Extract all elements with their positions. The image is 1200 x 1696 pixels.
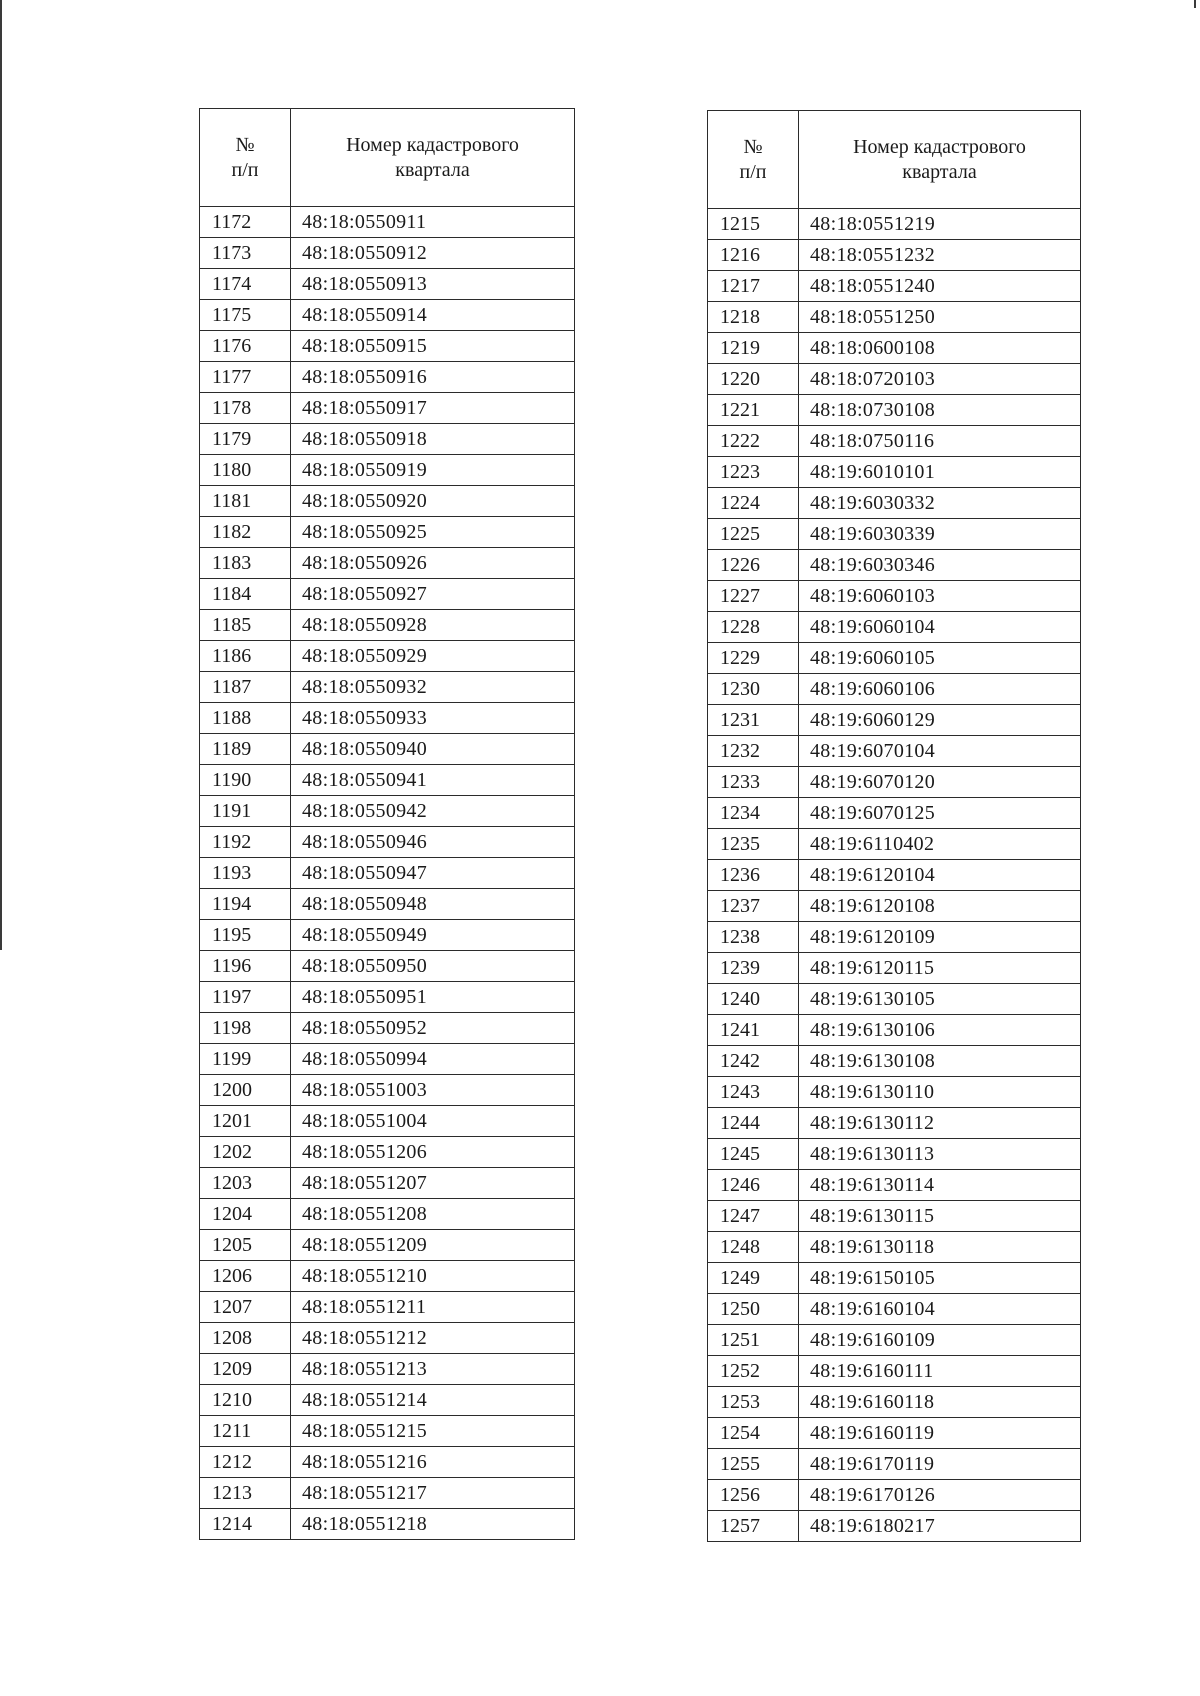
- row-number: 1224: [708, 488, 799, 519]
- row-number: 1192: [200, 827, 291, 858]
- cadastral-quarter-number: 48:18:0551003: [291, 1075, 575, 1106]
- cadastral-quarter-number: 48:18:0550941: [291, 765, 575, 796]
- cadastral-quarter-number: 48:18:0551213: [291, 1354, 575, 1385]
- table-row: [200, 1199, 575, 1230]
- row-number: 1173: [200, 238, 291, 269]
- table-row: [200, 331, 575, 362]
- header-cadastral-line2: квартала: [902, 160, 977, 183]
- row-number: 1176: [200, 331, 291, 362]
- table-body-right: [708, 209, 1081, 1542]
- row-number: 1249: [708, 1263, 799, 1294]
- cadastral-quarter-number: 48:18:0550914: [291, 300, 575, 331]
- row-number: 1183: [200, 548, 291, 579]
- cadastral-quarter-number: 48:18:0551240: [799, 271, 1081, 302]
- cadastral-quarter-number: 48:19:6060104: [799, 612, 1081, 643]
- row-number: 1230: [708, 674, 799, 705]
- scan-mark: [1194, 0, 1196, 8]
- row-number: 1229: [708, 643, 799, 674]
- cadastral-quarter-number: 48:19:6130106: [799, 1015, 1081, 1046]
- table-row: [708, 333, 1081, 364]
- row-number: 1219: [708, 333, 799, 364]
- cadastral-quarter-number: 48:19:6030339: [799, 519, 1081, 550]
- cadastral-quarter-number: 48:19:6110402: [799, 829, 1081, 860]
- row-number: 1199: [200, 1044, 291, 1075]
- table-row: [708, 860, 1081, 891]
- row-number: 1194: [200, 889, 291, 920]
- cadastral-quarter-number: 48:18:0550928: [291, 610, 575, 641]
- row-number: 1236: [708, 860, 799, 891]
- table-row: [200, 1168, 575, 1199]
- table-row: [708, 643, 1081, 674]
- cadastral-quarter-number: 48:19:6060129: [799, 705, 1081, 736]
- row-number: 1184: [200, 579, 291, 610]
- row-number: 1208: [200, 1323, 291, 1354]
- cadastral-quarter-number: 48:18:0550917: [291, 393, 575, 424]
- cadastral-quarter-number: 48:18:0550913: [291, 269, 575, 300]
- table-row: [200, 1137, 575, 1168]
- table-header-row: [200, 109, 575, 207]
- table-row: [708, 953, 1081, 984]
- table-row: [708, 829, 1081, 860]
- cadastral-quarter-number: 48:19:6160109: [799, 1325, 1081, 1356]
- header-cadastral-number: [291, 109, 575, 207]
- cadastral-quarter-number: 48:18:0551004: [291, 1106, 575, 1137]
- cadastral-quarter-number: 48:18:0550920: [291, 486, 575, 517]
- cadastral-quarter-number: 48:19:6130114: [799, 1170, 1081, 1201]
- row-number: 1197: [200, 982, 291, 1013]
- row-number: 1205: [200, 1230, 291, 1261]
- row-number: 1252: [708, 1356, 799, 1387]
- cadastral-quarter-number: 48:18:0551216: [291, 1447, 575, 1478]
- cadastral-quarter-number: 48:19:6070104: [799, 736, 1081, 767]
- cadastral-quarter-number: 48:18:0551210: [291, 1261, 575, 1292]
- cadastral-quarter-number: 48:19:6130112: [799, 1108, 1081, 1139]
- row-number: 1187: [200, 672, 291, 703]
- cadastral-quarter-number: 48:19:6130115: [799, 1201, 1081, 1232]
- table-row: [200, 207, 575, 238]
- cadastral-quarter-number: 48:18:0550942: [291, 796, 575, 827]
- row-number: 1221: [708, 395, 799, 426]
- cadastral-quarter-number: 48:18:0730108: [799, 395, 1081, 426]
- header-number: [708, 111, 799, 209]
- table-row: [708, 1170, 1081, 1201]
- table-row: [200, 951, 575, 982]
- table-row: [200, 734, 575, 765]
- row-number: 1238: [708, 922, 799, 953]
- table-row: [708, 395, 1081, 426]
- row-number: 1235: [708, 829, 799, 860]
- table-body-left: [200, 207, 575, 1540]
- table-row: [200, 517, 575, 548]
- table-row: [200, 982, 575, 1013]
- table-row: [200, 1354, 575, 1385]
- table-row: [708, 736, 1081, 767]
- cadastral-quarter-number: 48:18:0750116: [799, 426, 1081, 457]
- cadastral-quarter-number: 48:18:0550926: [291, 548, 575, 579]
- row-number: 1231: [708, 705, 799, 736]
- row-number: 1213: [200, 1478, 291, 1509]
- cadastral-table-right: [707, 110, 1081, 1542]
- row-number: 1223: [708, 457, 799, 488]
- cadastral-quarter-number: 48:18:0550948: [291, 889, 575, 920]
- table-row: [708, 364, 1081, 395]
- cadastral-quarter-number: 48:18:0550915: [291, 331, 575, 362]
- table-row: [708, 302, 1081, 333]
- table-row: [708, 457, 1081, 488]
- row-number: 1241: [708, 1015, 799, 1046]
- cadastral-quarter-number: 48:18:0551211: [291, 1292, 575, 1323]
- cadastral-quarter-number: 48:18:0551209: [291, 1230, 575, 1261]
- table-row: [200, 548, 575, 579]
- table-row: [708, 1263, 1081, 1294]
- table-row: [200, 424, 575, 455]
- row-number: 1239: [708, 953, 799, 984]
- row-number: 1181: [200, 486, 291, 517]
- cadastral-quarter-number: 48:19:6170126: [799, 1480, 1081, 1511]
- row-number: 1182: [200, 517, 291, 548]
- table-row: [200, 300, 575, 331]
- cadastral-quarter-number: 48:19:6120108: [799, 891, 1081, 922]
- row-number: 1242: [708, 1046, 799, 1077]
- table-row: [200, 858, 575, 889]
- cadastral-quarter-number: 48:19:6060106: [799, 674, 1081, 705]
- table-row: [708, 1480, 1081, 1511]
- table-row: [708, 1015, 1081, 1046]
- table-row: [200, 238, 575, 269]
- table-row: [200, 362, 575, 393]
- cadastral-quarter-number: 48:18:0550949: [291, 920, 575, 951]
- row-number: 1240: [708, 984, 799, 1015]
- cadastral-quarter-number: 48:18:0551214: [291, 1385, 575, 1416]
- cadastral-quarter-number: 48:18:0551207: [291, 1168, 575, 1199]
- row-number: 1227: [708, 581, 799, 612]
- cadastral-quarter-number: 48:19:6120109: [799, 922, 1081, 953]
- table-row: [708, 674, 1081, 705]
- table-row: [200, 1230, 575, 1261]
- cadastral-quarter-number: 48:18:0550912: [291, 238, 575, 269]
- row-number: 1254: [708, 1418, 799, 1449]
- cadastral-quarter-number: 48:18:0551206: [291, 1137, 575, 1168]
- row-number: 1250: [708, 1294, 799, 1325]
- table-row: [200, 641, 575, 672]
- cadastral-quarter-number: 48:18:0551232: [799, 240, 1081, 271]
- table-row: [200, 455, 575, 486]
- row-number: 1243: [708, 1077, 799, 1108]
- cadastral-quarter-number: 48:18:0550919: [291, 455, 575, 486]
- row-number: 1188: [200, 703, 291, 734]
- table-row: [200, 1447, 575, 1478]
- table-row: [200, 765, 575, 796]
- cadastral-table-left: [199, 108, 575, 1540]
- row-number: 1222: [708, 426, 799, 457]
- table-row: [708, 1108, 1081, 1139]
- cadastral-quarter-number: 48:18:0550940: [291, 734, 575, 765]
- table-row: [200, 1292, 575, 1323]
- row-number: 1255: [708, 1449, 799, 1480]
- row-number: 1195: [200, 920, 291, 951]
- table-row: [708, 1325, 1081, 1356]
- table-row: [200, 1416, 575, 1447]
- table-row: [200, 672, 575, 703]
- table-row: [708, 984, 1081, 1015]
- row-number: 1203: [200, 1168, 291, 1199]
- cadastral-quarter-number: 48:18:0600108: [799, 333, 1081, 364]
- scan-edge: [0, 0, 2, 950]
- header-number-line1: №: [235, 133, 255, 156]
- row-number: 1216: [708, 240, 799, 271]
- cadastral-quarter-number: 48:19:6060103: [799, 581, 1081, 612]
- row-number: 1218: [708, 302, 799, 333]
- cadastral-quarter-number: 48:19:6030332: [799, 488, 1081, 519]
- row-number: 1204: [200, 1199, 291, 1230]
- row-number: 1207: [200, 1292, 291, 1323]
- table-row: [200, 1075, 575, 1106]
- cadastral-quarter-number: 48:19:6130105: [799, 984, 1081, 1015]
- row-number: 1186: [200, 641, 291, 672]
- cadastral-quarter-number: 48:18:0550932: [291, 672, 575, 703]
- table-row: [708, 1449, 1081, 1480]
- cadastral-quarter-number: 48:19:6130110: [799, 1077, 1081, 1108]
- header-cadastral-line2: квартала: [395, 158, 470, 181]
- cadastral-quarter-number: 48:18:0550946: [291, 827, 575, 858]
- cadastral-quarter-number: 48:18:0550950: [291, 951, 575, 982]
- cadastral-quarter-number: 48:18:0550947: [291, 858, 575, 889]
- cadastral-quarter-number: 48:18:0551208: [291, 1199, 575, 1230]
- cadastral-quarter-number: 48:18:0720103: [799, 364, 1081, 395]
- table-row: [200, 827, 575, 858]
- table-row: [708, 891, 1081, 922]
- cadastral-quarter-number: 48:19:6180217: [799, 1511, 1081, 1542]
- header-number-line1: №: [743, 135, 763, 158]
- row-number: 1226: [708, 550, 799, 581]
- table-row: [708, 922, 1081, 953]
- cadastral-quarter-number: 48:19:6170119: [799, 1449, 1081, 1480]
- table-row: [200, 1385, 575, 1416]
- cadastral-quarter-number: 48:18:0551215: [291, 1416, 575, 1447]
- header-cadastral-line1: Номер кадастрового: [853, 135, 1026, 158]
- row-number: 1172: [200, 207, 291, 238]
- cadastral-quarter-number: 48:19:6160104: [799, 1294, 1081, 1325]
- header-number: [200, 109, 291, 207]
- row-number: 1248: [708, 1232, 799, 1263]
- row-number: 1211: [200, 1416, 291, 1447]
- row-number: 1246: [708, 1170, 799, 1201]
- table-row: [200, 393, 575, 424]
- cadastral-quarter-number: 48:18:0550952: [291, 1013, 575, 1044]
- table-row: [200, 1106, 575, 1137]
- row-number: 1215: [708, 209, 799, 240]
- table-row: [708, 1139, 1081, 1170]
- row-number: 1201: [200, 1106, 291, 1137]
- cadastral-quarter-number: 48:18:0550933: [291, 703, 575, 734]
- row-number: 1212: [200, 1447, 291, 1478]
- row-number: 1196: [200, 951, 291, 982]
- table-row: [200, 1509, 575, 1540]
- cadastral-quarter-number: 48:19:6150105: [799, 1263, 1081, 1294]
- row-number: 1244: [708, 1108, 799, 1139]
- table-row: [708, 1077, 1081, 1108]
- table-row: [200, 1044, 575, 1075]
- cadastral-quarter-number: 48:19:6130108: [799, 1046, 1081, 1077]
- table-row: [200, 920, 575, 951]
- row-number: 1191: [200, 796, 291, 827]
- table-row: [708, 1201, 1081, 1232]
- cadastral-quarter-number: 48:19:6010101: [799, 457, 1081, 488]
- row-number: 1202: [200, 1137, 291, 1168]
- row-number: 1198: [200, 1013, 291, 1044]
- cadastral-quarter-number: 48:19:6120115: [799, 953, 1081, 984]
- cadastral-quarter-number: 48:19:6060105: [799, 643, 1081, 674]
- table-row: [200, 796, 575, 827]
- cadastral-quarter-number: 48:18:0550925: [291, 517, 575, 548]
- row-number: 1210: [200, 1385, 291, 1416]
- table-row: [200, 1013, 575, 1044]
- table-row: [708, 240, 1081, 271]
- row-number: 1220: [708, 364, 799, 395]
- row-number: 1190: [200, 765, 291, 796]
- cadastral-quarter-number: 48:18:0551218: [291, 1509, 575, 1540]
- row-number: 1174: [200, 269, 291, 300]
- row-number: 1228: [708, 612, 799, 643]
- cadastral-quarter-number: 48:19:6160119: [799, 1418, 1081, 1449]
- cadastral-quarter-number: 48:18:0551217: [291, 1478, 575, 1509]
- row-number: 1178: [200, 393, 291, 424]
- table-row: [708, 1046, 1081, 1077]
- cadastral-quarter-number: 48:19:6130118: [799, 1232, 1081, 1263]
- cadastral-quarter-number: 48:18:0551212: [291, 1323, 575, 1354]
- table-row: [200, 1478, 575, 1509]
- table-row: [708, 1294, 1081, 1325]
- table-row: [708, 1511, 1081, 1542]
- table-header-row: [708, 111, 1081, 209]
- row-number: 1251: [708, 1325, 799, 1356]
- row-number: 1233: [708, 767, 799, 798]
- table-row: [708, 426, 1081, 457]
- cadastral-quarter-number: 48:18:0551219: [799, 209, 1081, 240]
- table-row: [708, 488, 1081, 519]
- header-number-line2: п/п: [739, 160, 767, 183]
- row-number: 1200: [200, 1075, 291, 1106]
- table-row: [708, 209, 1081, 240]
- row-number: 1217: [708, 271, 799, 302]
- table-row: [708, 1232, 1081, 1263]
- row-number: 1225: [708, 519, 799, 550]
- table-row: [200, 889, 575, 920]
- row-number: 1247: [708, 1201, 799, 1232]
- cadastral-quarter-number: 48:18:0550994: [291, 1044, 575, 1075]
- header-cadastral-number: [799, 111, 1081, 209]
- table-row: [200, 703, 575, 734]
- cadastral-quarter-number: 48:18:0550929: [291, 641, 575, 672]
- table-row: [200, 1261, 575, 1292]
- table-row: [708, 1418, 1081, 1449]
- row-number: 1253: [708, 1387, 799, 1418]
- cadastral-quarter-number: 48:19:6160111: [799, 1356, 1081, 1387]
- table-row: [200, 1323, 575, 1354]
- table-row: [708, 1387, 1081, 1418]
- table-row: [708, 767, 1081, 798]
- row-number: 1209: [200, 1354, 291, 1385]
- row-number: 1177: [200, 362, 291, 393]
- cadastral-quarter-number: 48:18:0550911: [291, 207, 575, 238]
- row-number: 1237: [708, 891, 799, 922]
- cadastral-quarter-number: 48:18:0550916: [291, 362, 575, 393]
- row-number: 1189: [200, 734, 291, 765]
- cadastral-quarter-number: 48:18:0551250: [799, 302, 1081, 333]
- cadastral-quarter-number: 48:19:6120104: [799, 860, 1081, 891]
- cadastral-quarter-number: 48:19:6030346: [799, 550, 1081, 581]
- row-number: 1214: [200, 1509, 291, 1540]
- cadastral-quarter-number: 48:19:6130113: [799, 1139, 1081, 1170]
- row-number: 1234: [708, 798, 799, 829]
- table-row: [708, 581, 1081, 612]
- header-cadastral-line1: Номер кадастрового: [346, 133, 519, 156]
- cadastral-quarter-number: 48:18:0550927: [291, 579, 575, 610]
- cadastral-quarter-number: 48:19:6070125: [799, 798, 1081, 829]
- row-number: 1179: [200, 424, 291, 455]
- cadastral-quarter-number: 48:19:6070120: [799, 767, 1081, 798]
- cadastral-quarter-number: 48:18:0550951: [291, 982, 575, 1013]
- table-row: [708, 519, 1081, 550]
- row-number: 1257: [708, 1511, 799, 1542]
- table-row: [708, 798, 1081, 829]
- cadastral-quarter-number: 48:18:0550918: [291, 424, 575, 455]
- table-row: [200, 486, 575, 517]
- row-number: 1180: [200, 455, 291, 486]
- table-row: [200, 269, 575, 300]
- row-number: 1193: [200, 858, 291, 889]
- row-number: 1185: [200, 610, 291, 641]
- table-row: [708, 612, 1081, 643]
- row-number: 1206: [200, 1261, 291, 1292]
- table-row: [708, 705, 1081, 736]
- table-row: [200, 579, 575, 610]
- table-row: [708, 550, 1081, 581]
- cadastral-quarter-number: 48:19:6160118: [799, 1387, 1081, 1418]
- row-number: 1175: [200, 300, 291, 331]
- row-number: 1256: [708, 1480, 799, 1511]
- row-number: 1232: [708, 736, 799, 767]
- row-number: 1245: [708, 1139, 799, 1170]
- table-row: [200, 610, 575, 641]
- table-row: [708, 271, 1081, 302]
- header-number-line2: п/п: [231, 158, 259, 181]
- table-row: [708, 1356, 1081, 1387]
